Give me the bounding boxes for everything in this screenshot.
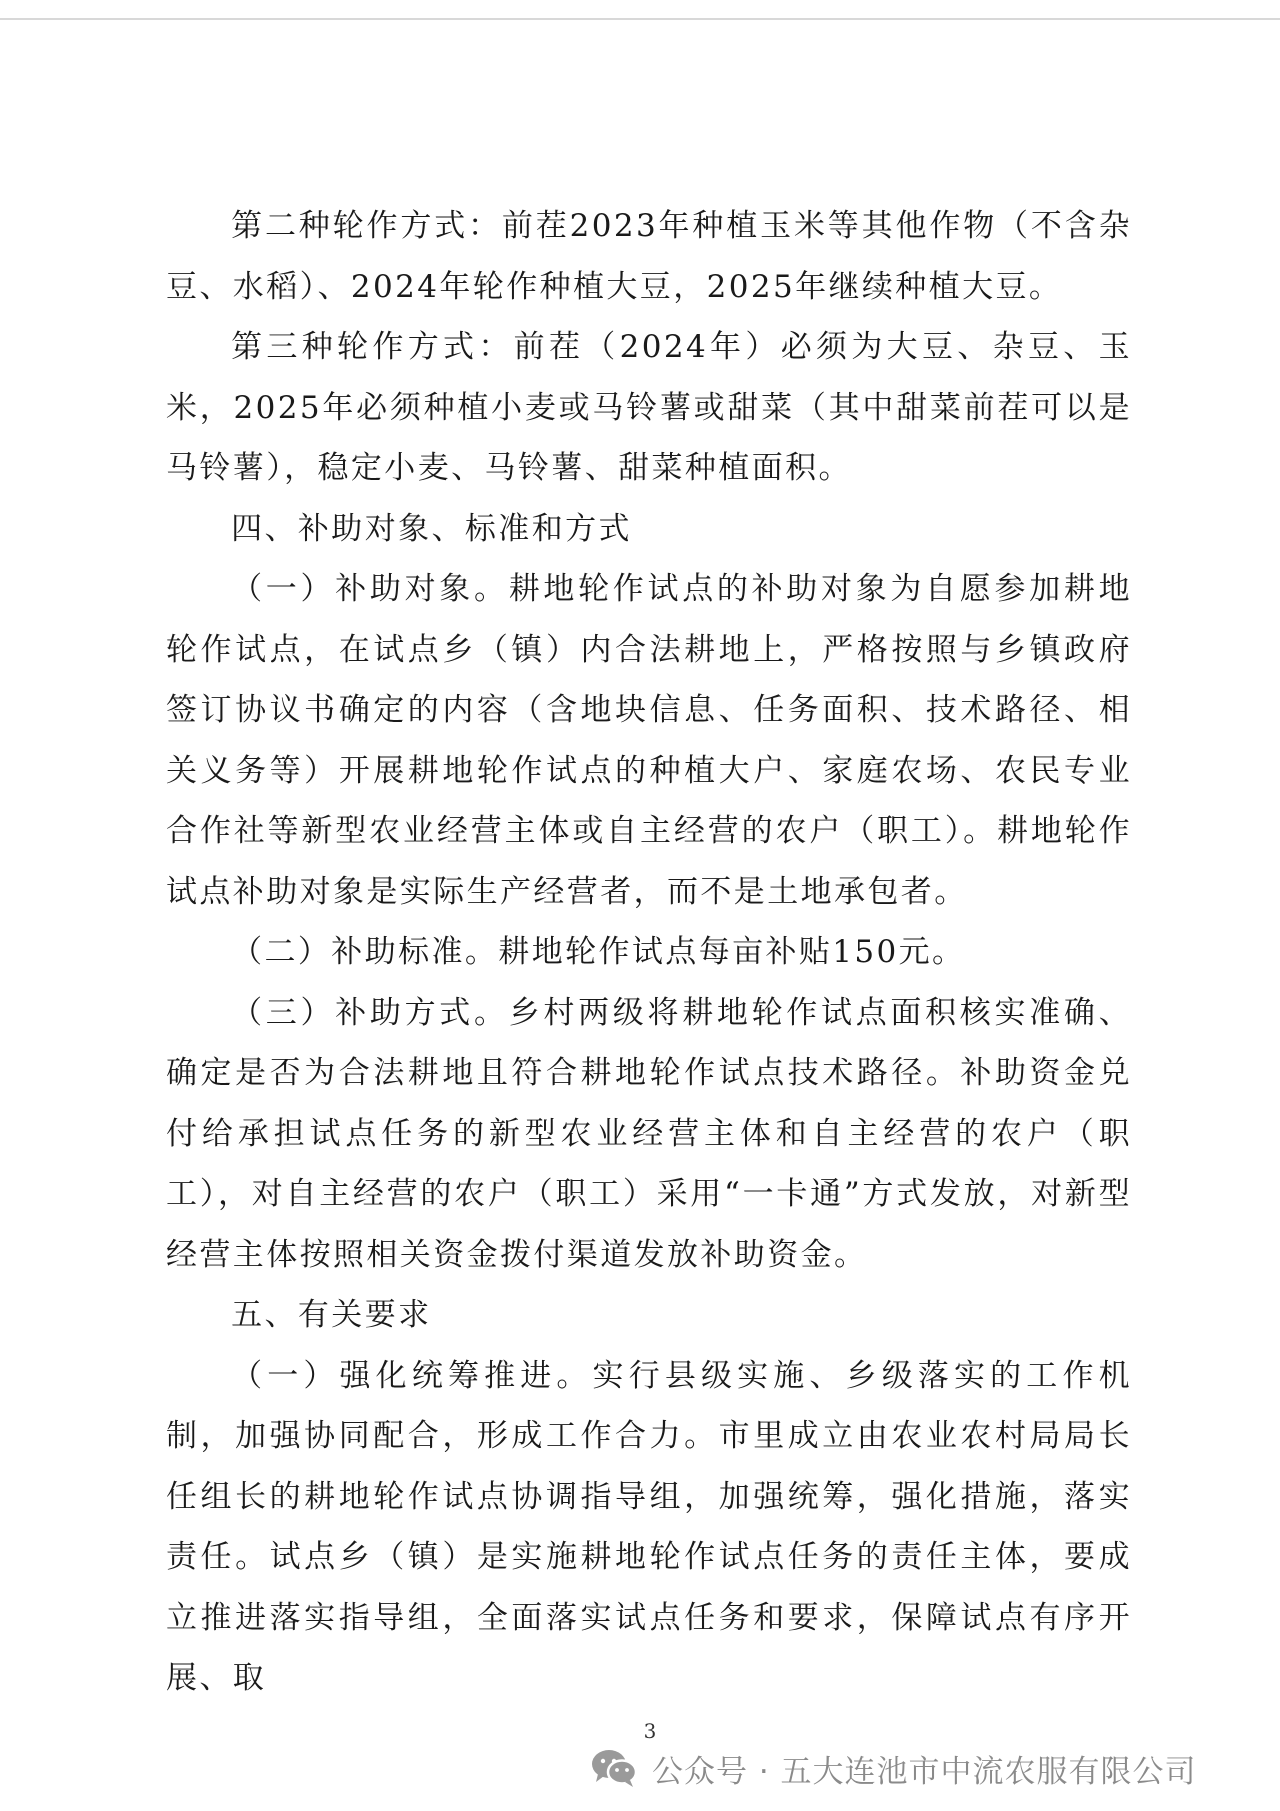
section-heading-subsidy: 四、补助对象、标准和方式 — [231, 510, 632, 547]
page-number: 3 — [643, 1719, 657, 1743]
watermark-text: 公众号 · 五大连池市中流农服有限公司 — [652, 1753, 1197, 1790]
section-heading-requirements: 五、有关要求 — [231, 1297, 432, 1333]
scan-edge-line — [0, 18, 1280, 20]
paragraph-rotation-method-3: 第三种轮作方式：前茬（2024年）必须为大豆、杂豆、玉米，2025年必须种植小麦或马铃薯或甜菜（其中甜菜前茬可以是马铃薯），稳定小麦、马铃薯、甜菜种植面积。 — [166, 329, 1132, 486]
wechat-icon — [590, 1747, 638, 1789]
paragraph-subsidy-method: （三）补助方式。乡村两级将耕地轮作试点面积核实准确、确定是否为合法耕地且符合耕地轮作试点技术路径。补助资金兑付给承担试点任务的新型农业经营主体和自主经营的农户（职工），对自主经营的农户（职工）采用“一卡通”方式发放，对新型经营主体按照相关资金拨付渠道发放补助资金。 — [166, 994, 1132, 1273]
watermark — [590, 1738, 1197, 1798]
paragraph-subsidy-standard: （二）补助标准。耕地轮作试点每亩补贴150元。 — [231, 934, 966, 970]
document-body — [166, 196, 1132, 1709]
paragraph-subsidy-target: （一）补助对象。耕地轮作试点的补助对象为自愿参加耕地轮作试点，在试点乡（镇）内合法耕地上，严格按照与乡镇政府签订协议书确定的内容（含地块信息、任务面积、技术路径、相关义务等）开展耕地轮作试点的种植大户、家庭农场、农民专业合作社等新型农业经营主体或自主经营的农户（职工）。耕地轮作试点补助对象是实际生产经营者，而不是土地承包者。 — [166, 571, 1132, 910]
paragraph-rotation-method-2: 第二种轮作方式：前茬2023年种植玉米等其他作物（不含杂豆、水稻）、2024年轮作种植大豆，2025年继续种植大豆。 — [166, 208, 1132, 305]
paragraph-coordination: （一）强化统筹推进。实行县级实施、乡级落实的工作机制，加强协同配合，形成工作合力。市里成立由农业农村局局长任组长的耕地轮作试点协调指导组，加强统筹，强化措施，落实责任。试点乡（镇）是实施耕地轮作试点任务的责任主体，要成立推进落实指导组，全面落实试点任务和要求，保障试点有序开展、取 — [166, 1357, 1132, 1696]
